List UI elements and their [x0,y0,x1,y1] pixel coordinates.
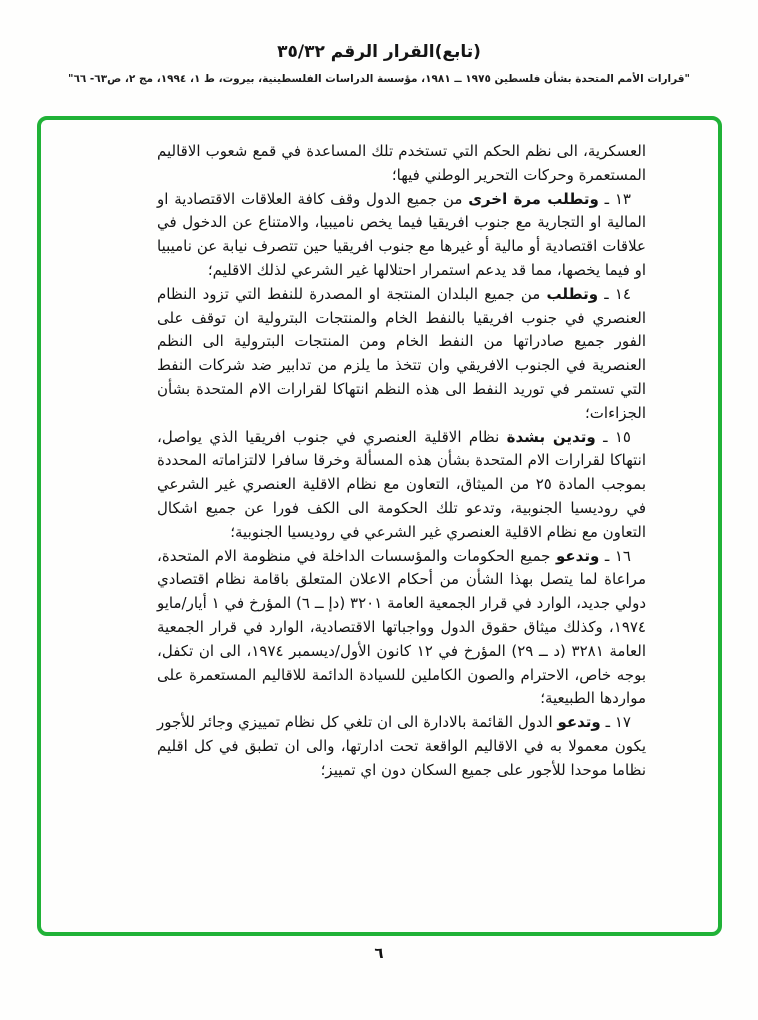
operative-verb: وتدين بشدة [506,427,596,446]
paragraph-14 [157,283,646,426]
page-number: ٦ [374,944,384,962]
paragraph-number: ١٦ ـ [604,546,631,565]
paragraph-continuation [157,140,646,188]
operative-verb: وتطلب مرة اخرى [468,189,599,208]
source-citation: "قرارات الأمم المتحدة بشأن فلسطين ١٩٧٥ ــ ١٩٨١، مؤسسة الدراسات الفلسطينية، بيروت، ط ١، ١٩٩٤، مج ٢، ص٦٣- ٦٦" [67,73,691,85]
paragraph-text: الدول القائمة بالادارة الى ان تلغي كل نظام تمييزي وجائر للأجور يكون معمولا به في الاقاليم الواقعة تحت ادارتها، والى ان تطبق في كل اقليم نظاما موحدا للأجور على جميع السكان دون اي تمييز؛ [157,713,646,779]
paragraph-text: العسكرية، الى نظم الحكم التي تستخدم تلك المساعدة في قمع شعوب الاقاليم المستعمرة وحركات التحرير الوطني فيها؛ [157,142,646,184]
paragraph-17 [157,711,646,782]
resolution-body [157,140,646,783]
green-border-frame [37,116,722,936]
operative-verb: وتدعو [556,546,600,565]
operative-verb: وتطلب [546,284,599,303]
paragraph-number: ١٣ ـ [604,189,631,208]
paragraph-13 [157,188,646,283]
paragraph-number: ١٧ ـ [605,713,631,732]
paragraph-number: ١٥ ـ [603,427,631,446]
operative-verb: وتدعو [557,713,601,732]
paragraph-text: نظام الاقلية العنصري في جنوب افريقيا الذي يواصل، انتهاكا لقرارات الام المتحدة بشأن هذه المسألة وخرقا سافرا لالتزاماته المحددة بموجب المادة ٢٥ من الميثاق، التعاون مع نظام الاقلية العنصري غير الشرعي في روديسيا الجنوبية، وتدعو تلك الحكومة الى الكف فورا عن جميع اشكال التعاون مع نظام الاقلية العنصري غير الشرعي في روديسيا الجنوبية؛ [157,427,647,541]
paragraph-16 [157,545,646,712]
paragraph-number: ١٤ ـ [604,284,631,303]
paragraph-text: جميع الحكومات والمؤسسات الداخلة في منظومة الام المتحدة، مراعاة لما يتصل بهذا الشأن من أحكام الاعلان المتعلق باقامة نظام اقتصادي دولي جديد، الوارد في قرار الجمعية العامة ٣٢٠١ (دإ ــ ٦) المؤرخ في ١ أيار/مايو ١٩٧٤، وكذلك ميثاق حقوق الدول وواجباتها الاقتصادية، الوارد في قرار الجمعية العامة ٣٢٨١ (د ــ ٢٩) المؤرخ في ١٢ كانون الأول/ديسمبر ١٩٧٤، الى ان تكفل، بوجه خاص، الاحترام والصون الكاملين للسيادة الدائمة للاقاليم المستعمرة على مواردها الطبيعية؛ [157,546,646,708]
paragraph-text: من جميع البلدان المنتجة او المصدرة للنفط التي تزود النظام العنصري في جنوب افريقيا بالنفط الخام والمنتجات البترولية ان توقف على الفور جميع صادراتها من النفط الخام ومن المنتجات البترولية الى النظم العنصرية في الجنوب الافريقي وان تتخذ ما يلزم من تدابير ضد شركات النفط التي تستمر في توريد النفط الى هذه النظم انتهاكا لقرارات الام المتحدة بشأن الجزاءات؛ [157,284,646,422]
paragraph-text: من جميع الدول وقف كافة العلاقات الاقتصادية او المالية او التجارية مع جنوب افريقيا فيما يخص ناميبيا، والامتناع عن الدخول في علاقات اقتصادية أو مالية أو غيرها مع جنوب افريقيا حين تتصرف نيابة عن ناميبيا او فيما يخصها، مما قد يدعم استمرار احتلالها غير الشرعي لذلك الاقليم؛ [157,189,646,279]
resolution-title: (تابع)القرار الرقم ٣٥/٣٢ [277,42,481,62]
paragraph-15 [157,426,646,545]
page-header [0,42,758,85]
